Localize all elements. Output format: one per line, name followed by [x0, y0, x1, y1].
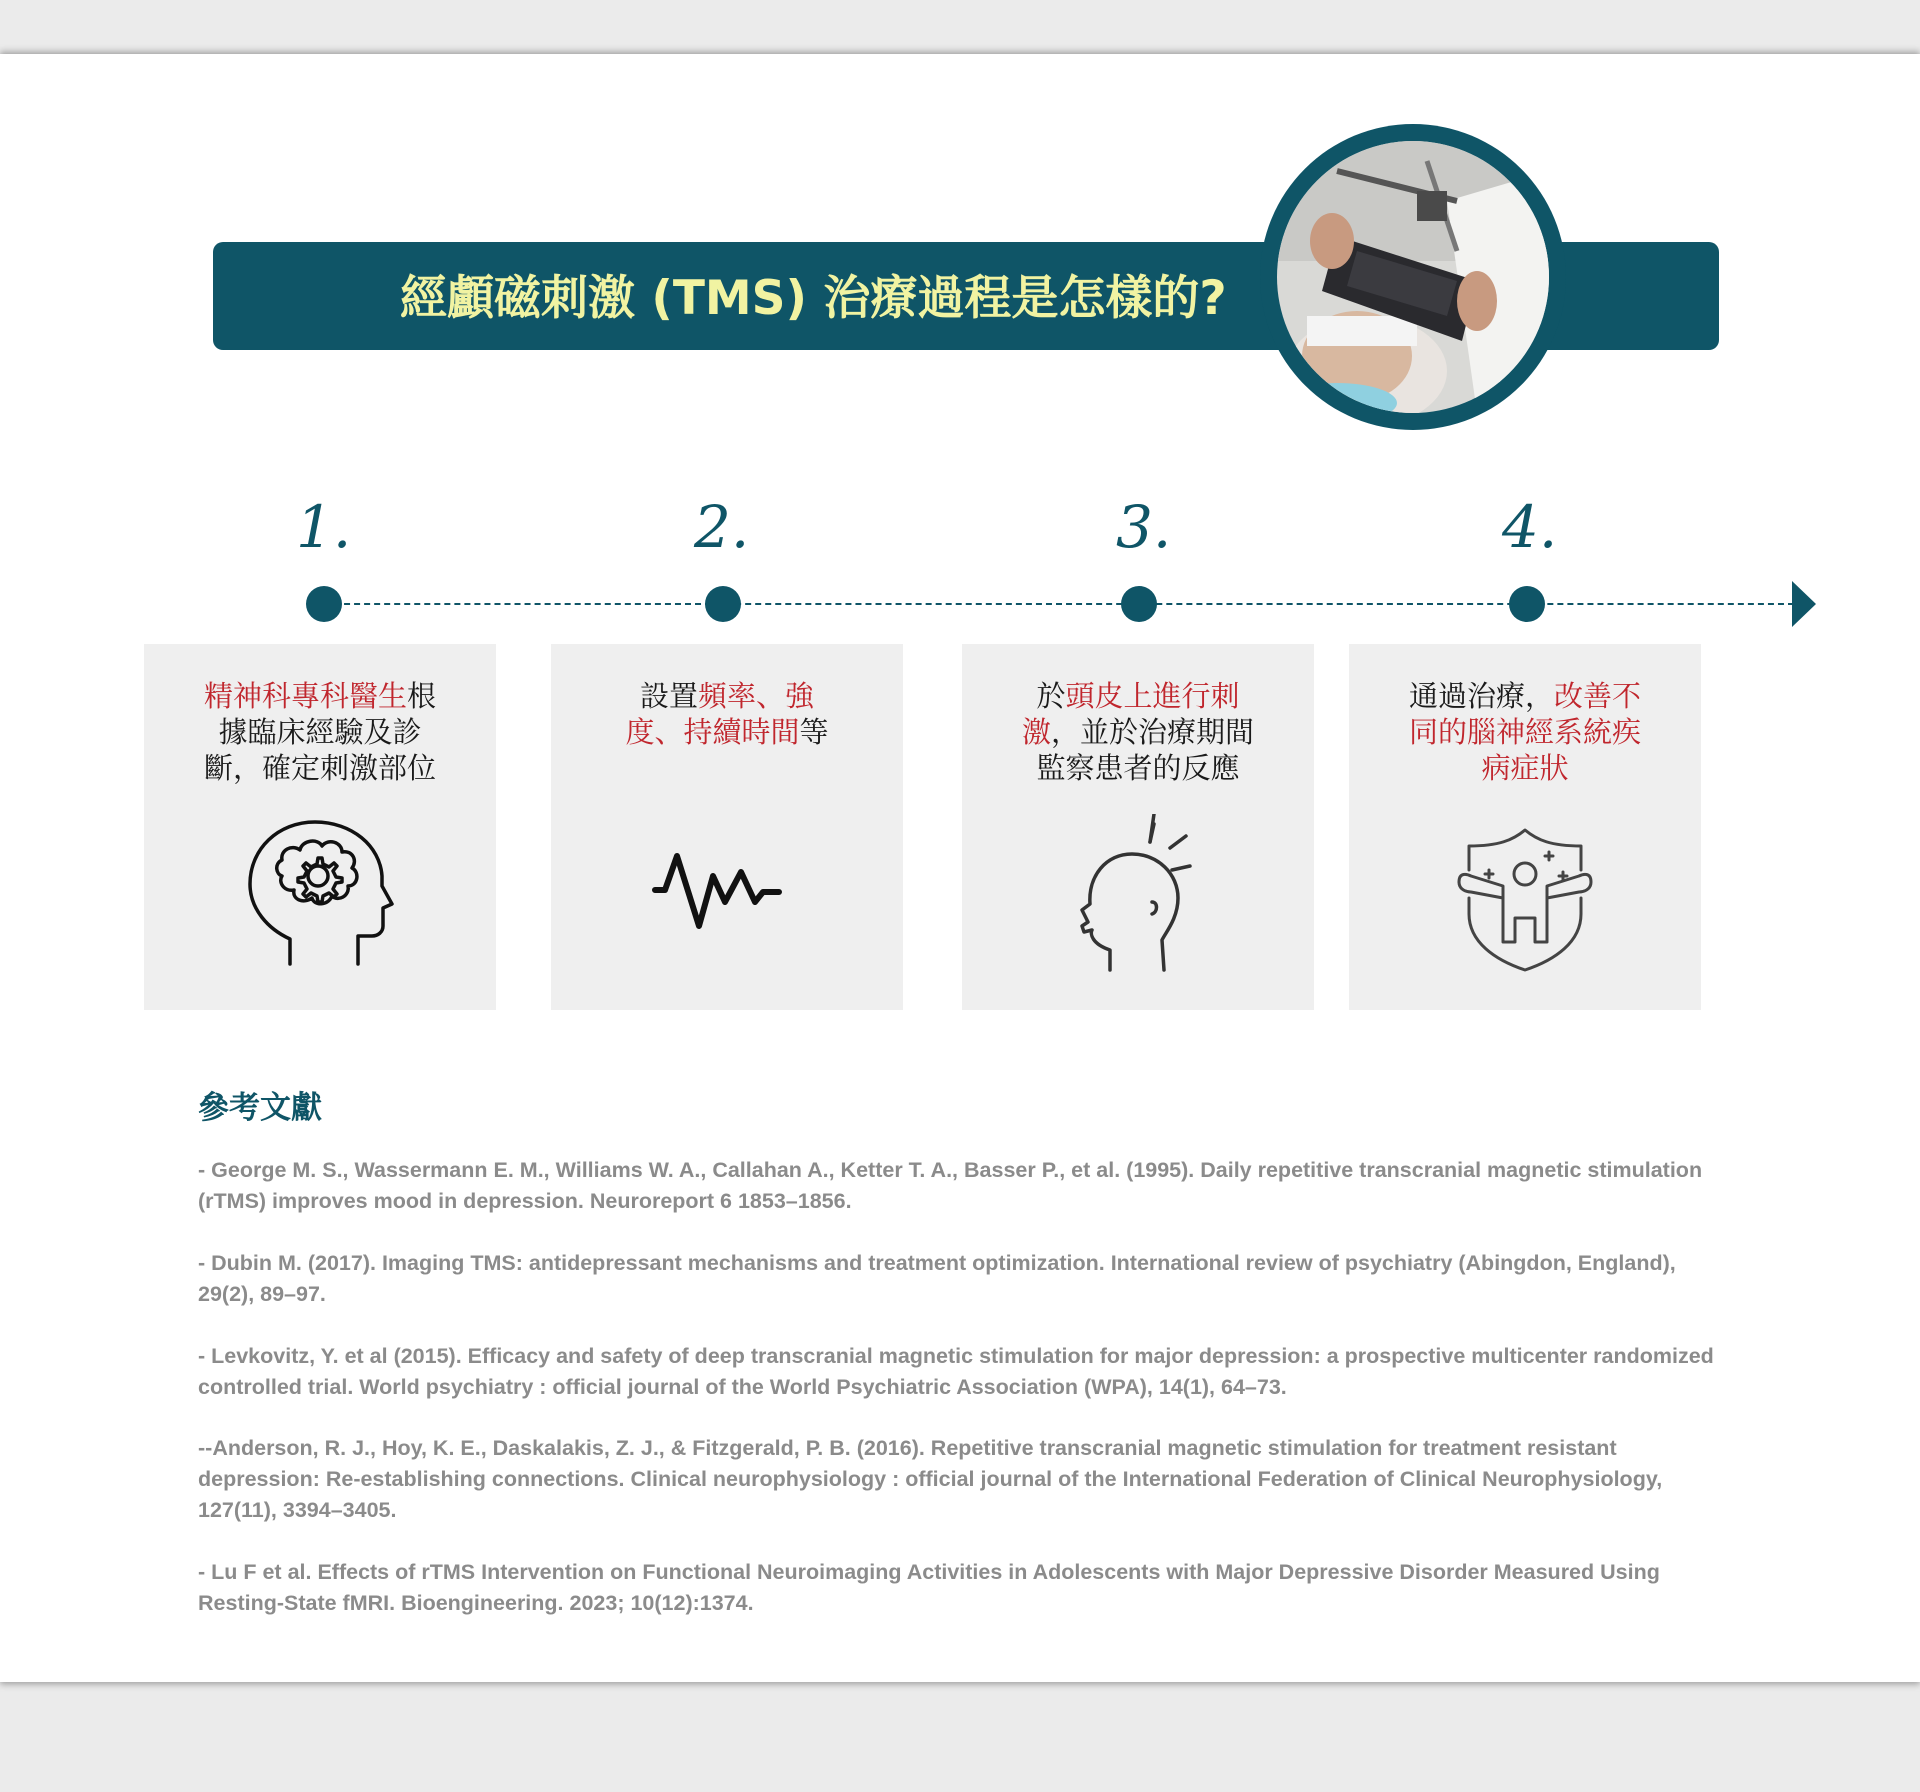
timeline-dot-1: [306, 586, 342, 622]
step-text-highlight: 頻率、強度、持續時間: [625, 679, 815, 749]
step-text-1: [190, 678, 450, 786]
step-text-plain: 通過治療，: [1408, 679, 1554, 713]
timeline-dot-3: [1121, 586, 1157, 622]
timeline-dot-2: [705, 586, 741, 622]
step-text-plain: 設置: [639, 679, 698, 713]
step-text-plain: ，並於治療期間監察患者的反應: [1036, 715, 1255, 785]
step-text-highlight: 精神科專科醫生: [203, 679, 407, 713]
reference-item-1: - George M. S., Wassermann E. M., Williams W. A., Callahan A., Ketter T. A., Basser P., et al. (1995). Daily repetitive transcranial magnetic stimulation (rTMS) improves mood in depression. Neuroreport 6 1853–1856.: [198, 1158, 1703, 1213]
step-text-highlight: 頭皮上進行刺激: [1021, 679, 1240, 749]
step-number-4: 4.: [1502, 493, 1558, 561]
page-title: 經顱磁刺激 (TMS) 治療過程是怎樣的?: [400, 271, 1227, 326]
step-number-3: 3.: [1116, 493, 1172, 561]
step-text-2: [611, 678, 843, 750]
step-text-plain: 根據臨床經驗及診斷，確定刺激部位: [203, 679, 437, 785]
step-card-1: [144, 644, 496, 1010]
step-text-4: [1405, 678, 1645, 786]
references-title: 參考文獻: [198, 1090, 322, 1126]
timeline-dot-4: [1509, 586, 1545, 622]
reference-item-2: - Dubin M. (2017). Imaging TMS: antidepressant mechanisms and treatment optimization. International review of psychiatry (Abingdon, England), 29(2), 89–97.: [198, 1251, 1676, 1306]
pulse-wave-icon: [647, 814, 807, 974]
step-text-plain: 等: [799, 715, 829, 749]
tms-treatment-photo: [1277, 141, 1549, 413]
step-card-2: [551, 644, 903, 1010]
step-text-plain: 於: [1036, 679, 1066, 713]
reference-item-3: - Levkovitz, Y. et al (2015). Efficacy and safety of deep transcranial magnetic stimulation for major depression: a prospective multicenter randomized controlled trial. World psychiatry : official journal of the World Psychiatric Association (WPA), 14(1), 64–73.: [198, 1344, 1714, 1399]
shield-person-icon: [1445, 814, 1605, 974]
step-card-4: [1349, 644, 1701, 1010]
step-text-3: [1014, 678, 1262, 786]
timeline-arrow-icon: [1792, 581, 1816, 627]
step-text-highlight: 改善不同的腦神經系統疾病症狀: [1408, 679, 1642, 785]
timeline-line: [324, 603, 1794, 605]
reference-item-4: --Anderson, R. J., Hoy, K. E., Daskalakis, Z. J., & Fitzgerald, P. B. (2016). Repetitive transcranial magnetic stimulation for treatment resistant depression: Re-establishing connections. Clinical neurophysiology : official journal of the International Federation of Clinical Neurophysiology, 127(11), 3394–3405.: [198, 1436, 1663, 1522]
head-stimulation-icon: [1058, 814, 1218, 974]
head-gear-icon: [240, 814, 400, 974]
step-number-2: 2.: [694, 493, 750, 561]
reference-item-5: - Lu F et al. Effects of rTMS Intervention on Functional Neuroimaging Activities in Adolescents with Major Depressive Disorder Measured Using Resting-State fMRI. Bioengineering. 2023; 10(12):1374.: [198, 1560, 1660, 1615]
step-number-1: 1.: [296, 493, 352, 561]
step-card-3: [962, 644, 1314, 1010]
